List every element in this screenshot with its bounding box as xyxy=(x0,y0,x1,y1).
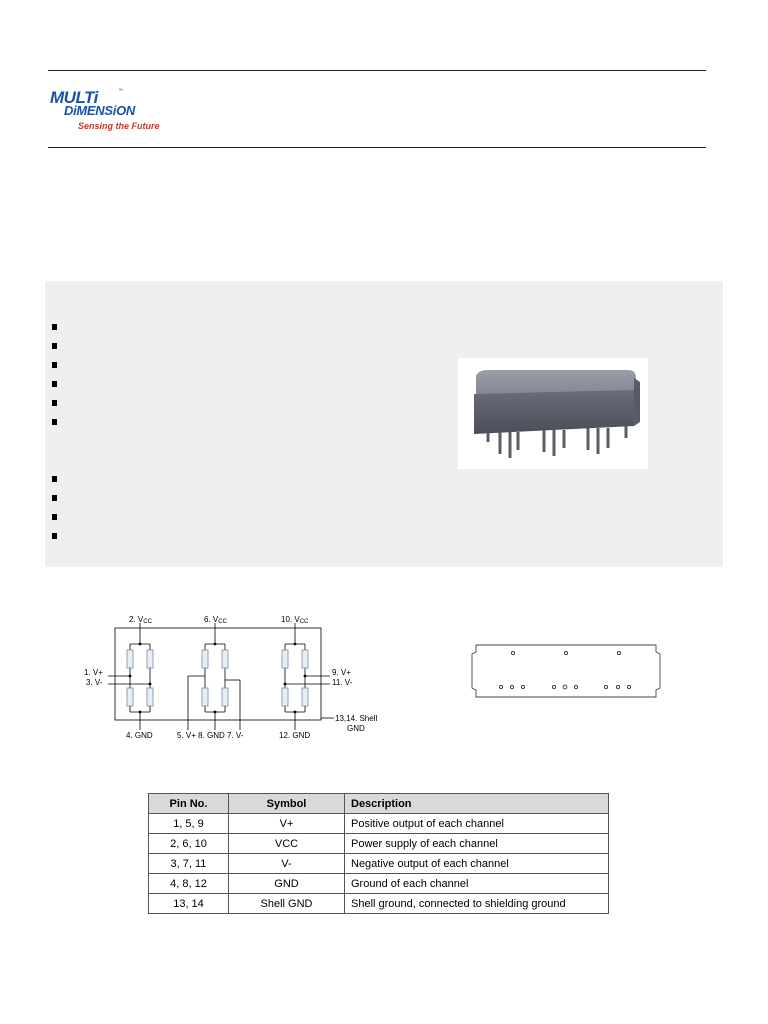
bullet-icon xyxy=(52,400,57,406)
vcc-label-6: 6. VCC xyxy=(204,615,227,625)
pin-cell: 3, 7, 11 xyxy=(149,854,229,874)
header-symbol: Symbol xyxy=(229,794,345,814)
pin-table xyxy=(148,793,609,914)
pin-cell: 4, 8, 12 xyxy=(149,874,229,894)
symbol-cell: V+ xyxy=(229,814,345,834)
description-cell: Negative output of each channel xyxy=(345,854,609,874)
table-row xyxy=(149,854,609,874)
symbol-cell: Shell GND xyxy=(229,894,345,914)
description-cell: Power supply of each channel xyxy=(345,834,609,854)
bullet-icon xyxy=(52,495,57,501)
symbol-cell: VCC xyxy=(229,834,345,854)
pin-cell: 13, 14 xyxy=(149,894,229,914)
table-row xyxy=(149,834,609,854)
bullet-icon xyxy=(52,324,57,330)
header-description: Description xyxy=(345,794,609,814)
description-cell: Positive output of each channel xyxy=(345,814,609,834)
pin-label-12: 12. GND xyxy=(279,731,311,740)
bullet-icon xyxy=(52,533,57,539)
bullet-icon xyxy=(52,381,57,387)
footprint-diagram xyxy=(470,640,662,702)
shell-label-line1: 13,14. Shell xyxy=(335,714,378,723)
pin-schematic xyxy=(80,610,390,745)
logo-line1: MULTi xyxy=(50,88,98,107)
pin-label-1: 1. V+ xyxy=(84,668,103,677)
bullet-icon xyxy=(52,362,57,368)
table-row xyxy=(149,894,609,914)
shell-label-line2: GND xyxy=(347,724,365,733)
pin-table-header xyxy=(149,794,609,814)
pin-label-9: 9. V+ xyxy=(332,668,351,677)
product-photo xyxy=(458,358,648,469)
pin-label-3: 3. V- xyxy=(86,678,103,687)
pin-cell: 1, 5, 9 xyxy=(149,814,229,834)
logo-trademark: ™ xyxy=(118,88,123,94)
company-logo xyxy=(50,88,180,136)
pin-label-11: 11. V- xyxy=(332,678,353,687)
symbol-cell: V- xyxy=(229,854,345,874)
pin-cell: 2, 6, 10 xyxy=(149,834,229,854)
logo-tagline: Sensing the Future xyxy=(78,121,160,131)
vcc-label-10: 10. VCC xyxy=(281,615,309,625)
header-bottom-rule xyxy=(48,147,706,148)
vcc-label-2: 2. VCC xyxy=(129,615,152,625)
header-top-rule xyxy=(48,70,706,71)
bullet-icon xyxy=(52,419,57,425)
header-pin-no: Pin No. xyxy=(149,794,229,814)
description-cell: Shell ground, connected to shielding ground xyxy=(345,894,609,914)
bullet-icon xyxy=(52,476,57,482)
description-cell: Ground of each channel xyxy=(345,874,609,894)
pin-label-5-8-7: 5. V+ 8. GND 7. V- xyxy=(177,731,244,740)
bullet-icon xyxy=(52,343,57,349)
symbol-cell: GND xyxy=(229,874,345,894)
table-row xyxy=(149,814,609,834)
logo-line2: DiMENSiON xyxy=(64,103,135,118)
bullet-icon xyxy=(52,514,57,520)
table-row xyxy=(149,874,609,894)
pin-label-4: 4. GND xyxy=(126,731,153,740)
